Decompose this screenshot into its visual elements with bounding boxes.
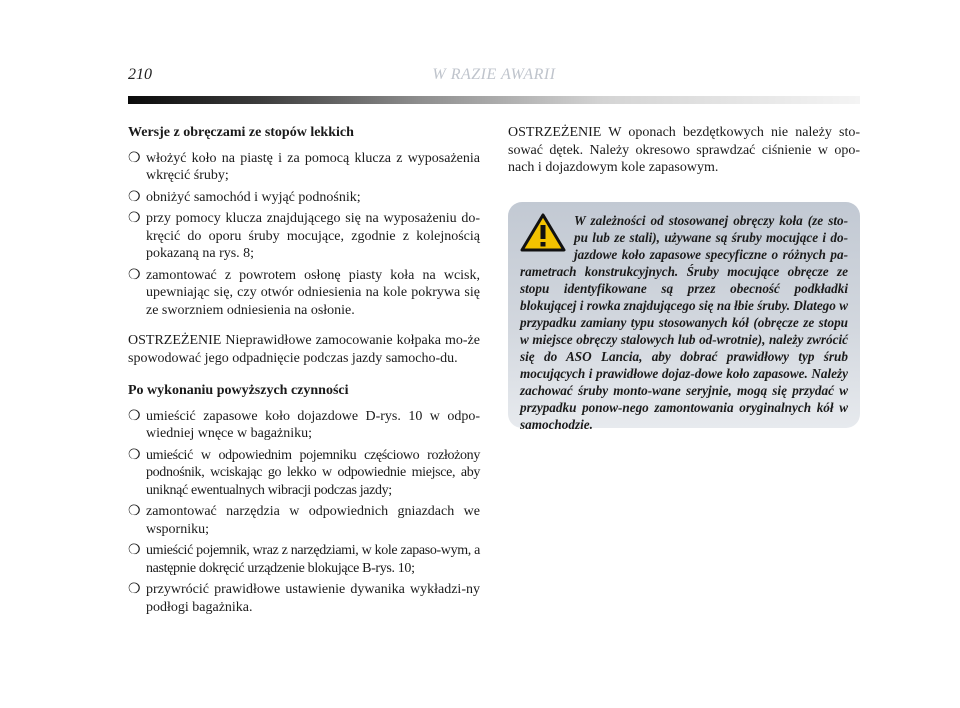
header-rule bbox=[128, 96, 860, 104]
list-item: ❍ umieścić zapasowe koło dojazdowe D-rys. 10 w odpo-wiedniej wnęce w bagażniku; bbox=[128, 408, 480, 441]
list-item: ❍ zamontować narzędzia w odpowiednich gniazdach we wsporniku; bbox=[128, 504, 480, 537]
bullet-icon: ❍ bbox=[128, 504, 141, 519]
list-item: ❍ obniżyć samochód i wyjąć podnośnik; bbox=[128, 189, 361, 205]
section1-list bbox=[128, 150, 480, 320]
section1-title: Wersje z obręczami ze stopów lekkich bbox=[128, 125, 354, 140]
bullet-icon: ❍ bbox=[128, 211, 141, 226]
bullet-icon: ❍ bbox=[128, 582, 141, 597]
bullet-icon: ❍ bbox=[128, 408, 141, 424]
warning-text: W zależności od stosowanej obręczy koła (ze sto-pu lub ze stali), używane są śruby mocujące i do-jazdowe koło zapasowe specyficzne o różnych pa-rametrach konstrukcyjnych. Śruby mocujące obręcze ze stopu identyfikowane są przez obecność podkładki blokującej i rowka znajdującego się na łbie śruby. Dlatego w przypadku zamiany typu stosowanych kół (obręcze ze stopu w miejsce obręczy stalowych lub od-wrotnie), należy zwrócić się do ASO Lancia, aby dobrać prawidłowy typ śrub mocujących i prawidłowe dojaz-dowe koło zapasowe. Należy zachować śruby monto-wane seryjnie, mogą się przydać w przypadku ponow-nego zamontowania oryginalnych kół w samochodzie. bbox=[520, 213, 848, 432]
page-number: 210 bbox=[128, 66, 152, 83]
warning-box bbox=[508, 202, 860, 432]
section2-title: Po wykonaniu powyższych czynności bbox=[128, 383, 349, 398]
hubcap-warning-note: OSTRZEŻENIE Nieprawidłowe zamocowanie kołpaka mo-że spowodować jego odpadnięcie podczas jazdy samocho-du. bbox=[128, 333, 480, 366]
list-item: ❍ umieścić w odpowiednim pojemniku częściowo rozłożony podnośnik, wciskając go lekko w odpowiednie miejsce, aby uniknąć ewentualnych wibracji podczas jazdy; bbox=[128, 447, 480, 498]
section2-list bbox=[128, 408, 480, 617]
bullet-icon: ❍ bbox=[128, 150, 141, 166]
bullet-icon: ❍ bbox=[128, 267, 141, 283]
bullet-icon: ❍ bbox=[128, 447, 141, 463]
tubeless-warning-note: OSTRZEŻENIE W oponach bezdętkowych nie należy sto-sować dętek. Należy okresowo sprawdzać ciśnienie w opo-nach i dojazdowym kole zapasowym. bbox=[508, 125, 860, 175]
list-item: ❍ umieścić pojemnik, wraz z narzędziami, w kole zapaso-wym, a następnie dokręcić urządzenie blokujące B-rys. 10; bbox=[128, 543, 480, 576]
right-column bbox=[508, 124, 860, 192]
bullet-icon: ❍ bbox=[128, 189, 141, 205]
list-item: ❍ zamontować z powrotem osłonę piasty koła na wcisk, upewniając się, czy otwór odniesienia na kole pokrywa się ze sworzniem odniesienia na osłonie. bbox=[128, 267, 480, 318]
bullet-icon: ❍ bbox=[128, 543, 141, 558]
section-title: W RAZIE AWARII bbox=[432, 66, 556, 83]
left-column bbox=[128, 124, 480, 629]
warning-triangle-icon bbox=[520, 212, 566, 252]
list-item: ❍ przywrócić prawidłowe ustawienie dywanika wykładzi-ny podłogi bagażnika. bbox=[128, 582, 480, 615]
list-item: ❍ włożyć koło na piastę i za pomocą klucza z wyposażenia wkręcić śruby; bbox=[128, 150, 480, 183]
page-header bbox=[128, 66, 860, 90]
list-item: ❍ przy pomocy klucza znajdującego się na wyposażeniu do-kręcić do oporu śruby mocujące, zgodnie z kolejnością pokazaną na rys. 8; bbox=[128, 211, 480, 261]
